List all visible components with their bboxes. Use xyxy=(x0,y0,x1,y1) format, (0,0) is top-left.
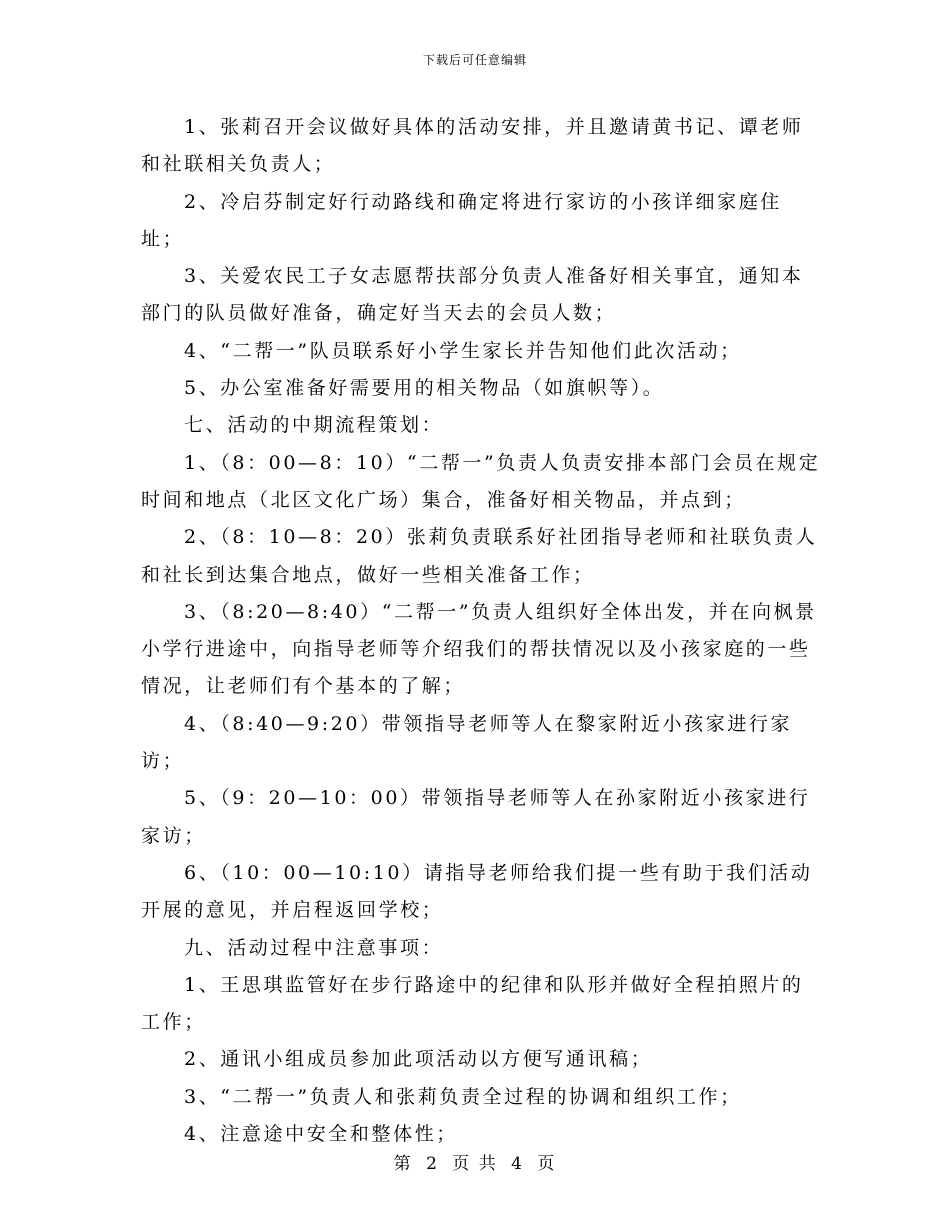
footer-middle: 页 共 xyxy=(452,1154,498,1174)
paragraph: 3、关爱农民工子女志愿帮扶部分负责人准备好相关事宜，通知本部门的队员做好准备，确定好当天去的会员人数； xyxy=(141,265,804,325)
paragraph: 1、王思琪监管好在步行路途中的纪律和队形并做好全程拍照片的工作； xyxy=(141,973,804,1034)
paragraph: 2、冷启芬制定好行动路线和确定将进行家访的小孩详细家庭住址； xyxy=(141,190,782,250)
paragraph: 5、办公室准备好需要用的相关物品（如旗帜等）。 xyxy=(184,377,665,400)
footer-prefix: 第 xyxy=(393,1154,413,1174)
paragraph: 6、（10：00—10:10）请指导老师给我们提一些有助于我们活动开展的意见，并启程返回学校； xyxy=(141,861,813,922)
paragraph: 3、“二帮一”负责人和张莉负责全过程的协调和组织工作； xyxy=(184,1085,742,1108)
page-header: 下载后可任意编辑 xyxy=(422,53,527,67)
paragraph: 2、（8：10—8：20）张莉负责联系好社团指导老师和社联负责人和社长到达集合地点，做好一些相关准备工作； xyxy=(141,526,818,586)
paragraph: 2、通讯小组成员参加此项活动以方便写通讯稿； xyxy=(184,1048,653,1071)
paragraph: 5、（9：20—10：00）带领指导老师等人在孙家附近小孩家进行家访； xyxy=(141,787,811,847)
footer-suffix: 页 xyxy=(537,1154,557,1174)
section-heading: 七、活动的中期流程策划： xyxy=(184,414,444,437)
paragraph: 4、（8:40—9:20）带领指导老师等人在黎家附近小孩家进行家访； xyxy=(141,712,793,773)
section-heading: 九、活动过程中注意事项： xyxy=(184,936,444,959)
paragraph: 3、（8:20—8:40）“二帮一”负责人组织好全体出发，并在向枫景小学行进途中，向指导老师等介绍我们的帮扶情况以及小孩家庭的一些情况，让老师们有个基本的了解； xyxy=(141,600,817,698)
paragraph: 4、“二帮一”队员联系好小学生家长并告知他们此次活动； xyxy=(184,339,742,362)
current-page-number: 2 xyxy=(426,1154,439,1174)
page-footer xyxy=(0,1153,950,1175)
paragraph: 1、张莉召开会议做好具体的活动安排，并且邀请黄书记、谭老师和社联相关负责人； xyxy=(141,116,804,176)
document-body xyxy=(141,109,821,1153)
paragraph: 4、注意途中安全和整体性； xyxy=(184,1123,458,1146)
total-page-number: 4 xyxy=(511,1154,524,1174)
paragraph: 1、（8：00—8：10）“二帮一”负责人负责安排本部门会员在规定时间和地点（北区文化广场）集合，准备好相关物品，并点到； xyxy=(141,451,821,511)
